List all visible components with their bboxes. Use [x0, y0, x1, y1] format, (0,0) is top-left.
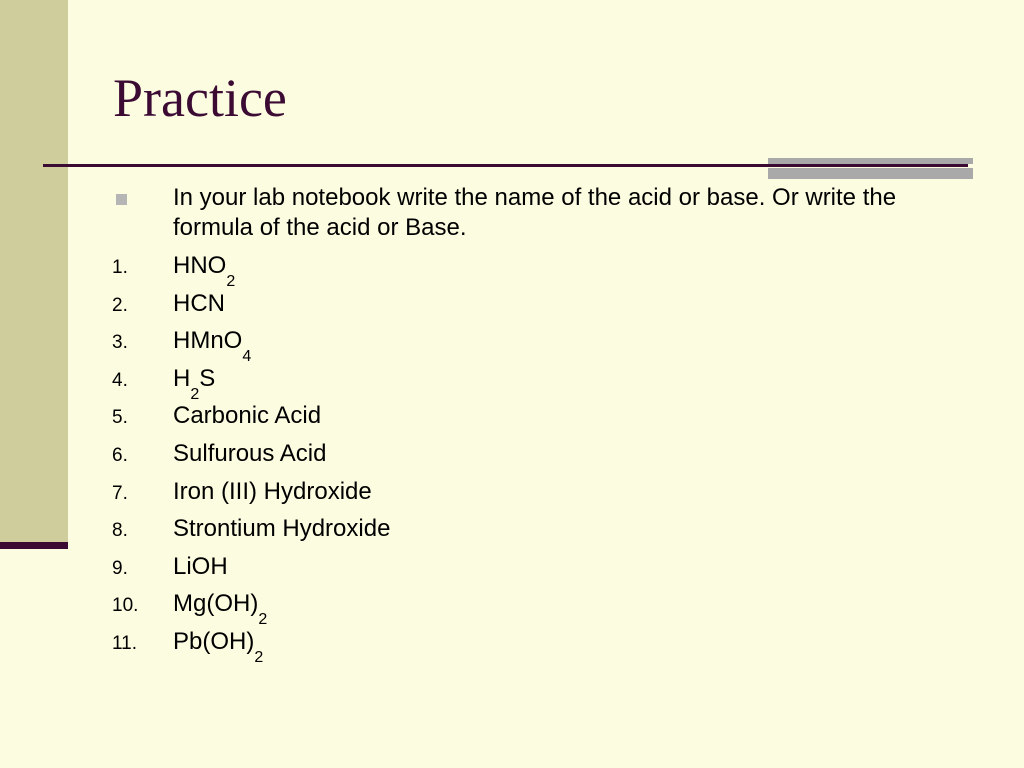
list-item-subscript: 2	[258, 611, 268, 629]
list-item	[112, 439, 942, 477]
list-item-text-suffix: S	[199, 364, 216, 392]
list-item-number: 9.	[112, 557, 128, 579]
list-item-number: 2.	[112, 294, 128, 316]
list-item-number: 10.	[112, 595, 139, 617]
list-item-text: Carbonic Acid	[173, 402, 322, 430]
gray-accent-stripe-bottom	[768, 168, 973, 179]
instruction-text: In your lab notebook write the name of the acid or base. Or write the formula of the acid or Base.	[173, 184, 897, 241]
instruction-bullet	[112, 183, 942, 243]
list-item-text: Iron (III) Hydroxide	[173, 477, 372, 505]
list-item-text: Pb(OH)	[173, 627, 255, 655]
left-decorative-band	[0, 0, 68, 544]
list-item-number: 8.	[112, 520, 128, 542]
list-item	[112, 514, 942, 552]
list-item-text: Sulfurous Acid	[173, 439, 327, 467]
list-item-number: 7.	[112, 482, 128, 504]
list-item-text: LiOH	[173, 552, 228, 580]
gray-accent-bar	[768, 158, 973, 179]
list-item	[112, 251, 942, 289]
list-item-subscript: 2	[190, 385, 200, 403]
list-item-text: Strontium Hydroxide	[173, 515, 391, 543]
list-item-text: Mg(OH)	[173, 590, 259, 618]
list-item-text: HCN	[173, 289, 225, 317]
list-item	[112, 589, 942, 627]
list-item-number: 6.	[112, 444, 128, 466]
list-item-subscript: 2	[254, 648, 264, 666]
list-item-text: HMnO	[173, 327, 243, 355]
list-item-subscript: 4	[242, 347, 252, 365]
list-item	[112, 477, 942, 515]
list-item-text: HNO	[173, 252, 227, 279]
list-item	[112, 364, 942, 402]
list-item-number: 1.	[112, 257, 128, 278]
list-item-number: 5.	[112, 407, 128, 429]
list-item	[112, 326, 942, 364]
square-bullet-icon	[116, 194, 127, 205]
list-item-number: 11.	[112, 632, 138, 654]
gray-accent-stripe-top	[768, 158, 973, 164]
slide-body	[112, 183, 942, 665]
list-item	[112, 289, 942, 327]
list-item	[112, 401, 942, 439]
list-item	[112, 552, 942, 590]
list-item	[112, 627, 942, 665]
list-item-subscript: 2	[226, 272, 236, 290]
list-item-text: H	[173, 364, 191, 392]
list-item-number: 3.	[112, 332, 128, 354]
left-accent-bar	[0, 542, 68, 549]
list-item-number: 4.	[112, 369, 128, 391]
slide-title: Practice	[113, 68, 287, 128]
